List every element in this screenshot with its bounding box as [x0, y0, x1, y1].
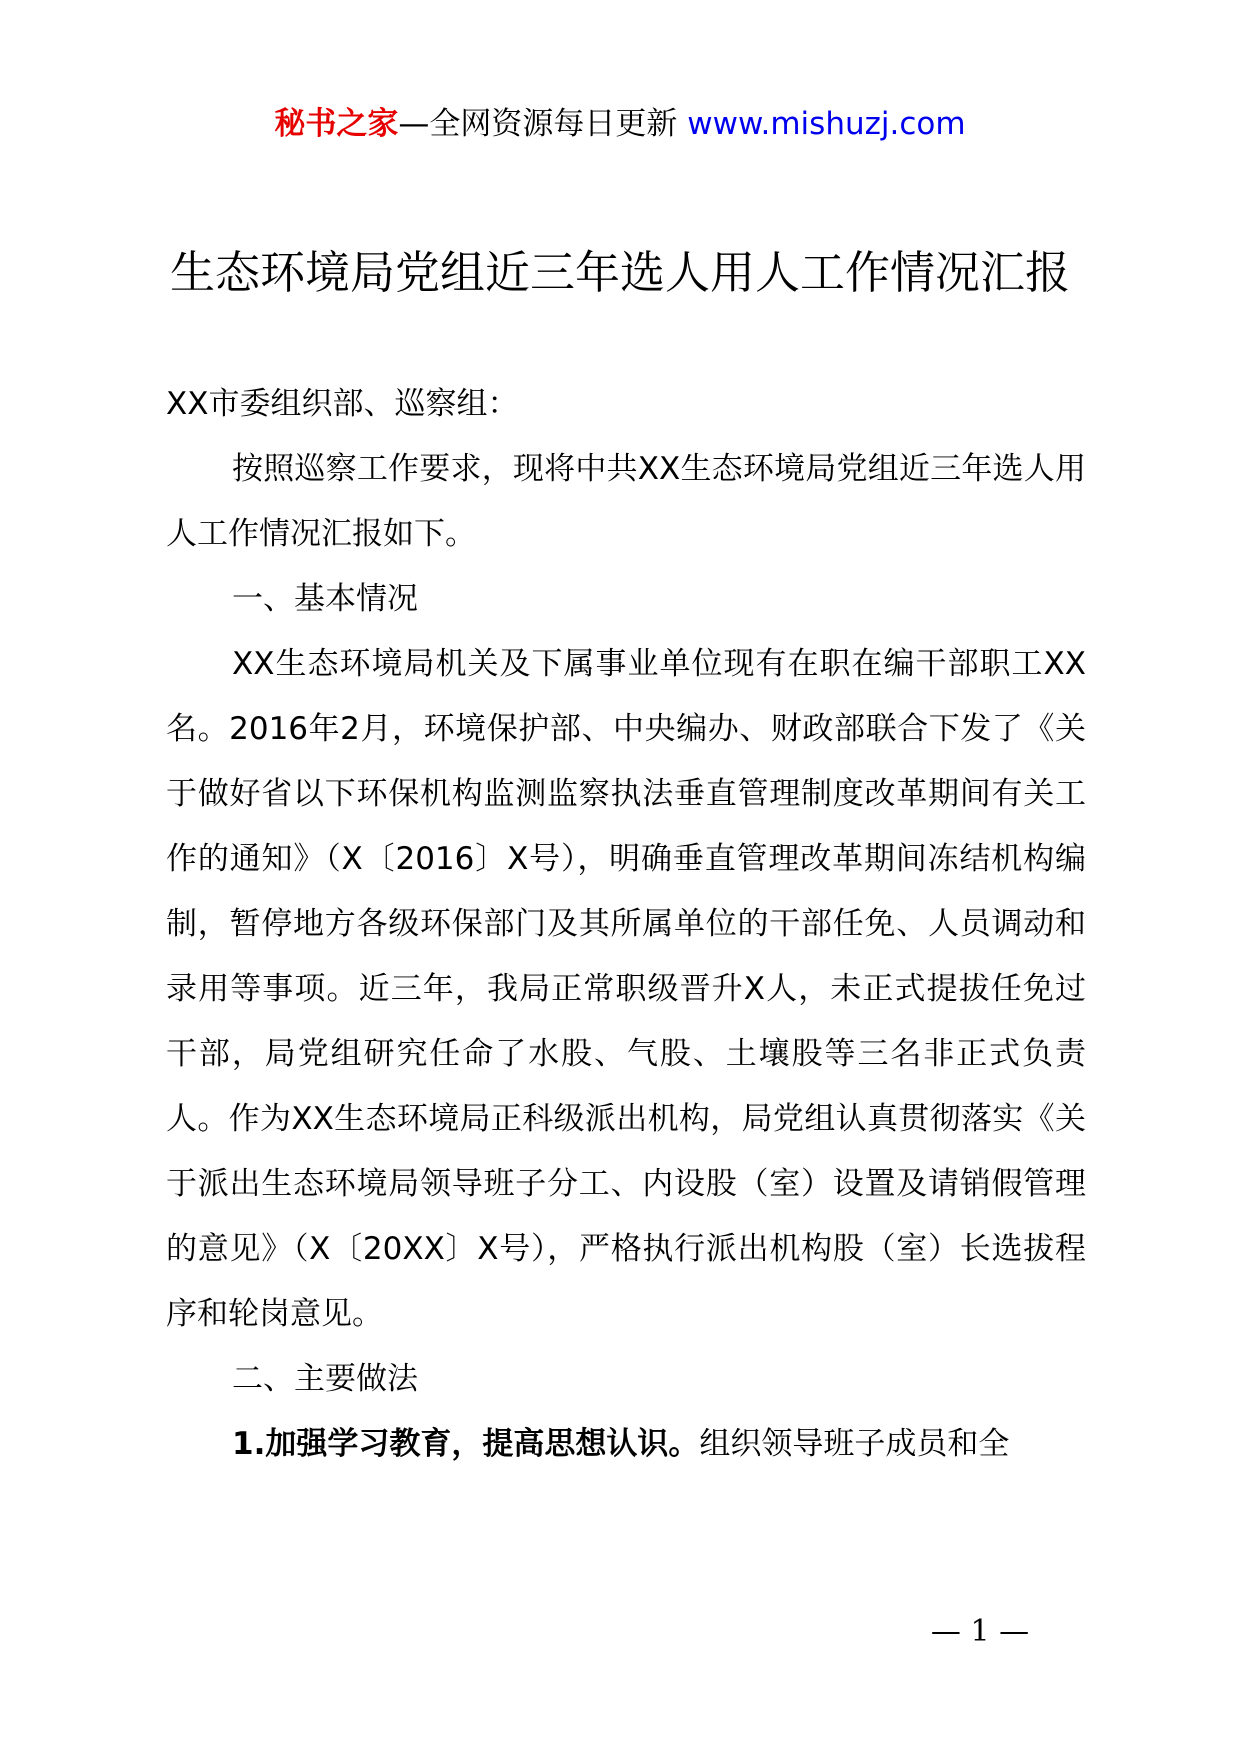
practice-item-1	[166, 1412, 1086, 1477]
section-body-basic-situation: XX生态环境局机关及下属事业单位现有在职在编干部职工XX名。2016年2月，环境保护部、中央编办、财政部联合下发了《关于做好省以下环保机构监测监察执法垂直管理制度改革期间有关工作的通知》（X〔2016〕X号），明确垂直管理改革期间冻结机构编制，暂停地方各级环保部门及其所属单位的干部任免、人员调动和录用等事项。近三年，我局正常职级晋升X人，未正式提拔任免过干部，局党组研究任命了水股、气股、土壤股等三名非正式负责人。作为XX生态环境局正科级派出机构，局党组认真贯彻落实《关于派出生态环境局领导班子分工、内设股（室）设置及请销假管理的意见》（X〔20XX〕X号），严格执行派出机构股（室）长选拔程序和轮岗意见。	[166, 646, 1086, 1332]
practice-item-1-text: 组织领导班子成员和全	[699, 1426, 1010, 1462]
section-heading-main-practices: 二、主要做法	[232, 1361, 418, 1397]
document-body	[166, 372, 1086, 1477]
document-title: 生态环境局党组近三年选人用人工作情况汇报	[169, 246, 1070, 299]
salutation: XX市委组织部、巡察组：	[166, 386, 519, 422]
banner-url-link[interactable]: www.mishuzj.com	[687, 106, 966, 142]
brand-name: 秘书之家	[274, 106, 399, 142]
banner-slogan: —全网资源每日更新	[398, 106, 678, 142]
site-banner	[0, 100, 1240, 148]
practice-item-1-heading: 1.加强学习教育，提高思想认识。	[232, 1426, 700, 1462]
page-number: — 1 —	[930, 1614, 1030, 1649]
section-heading-basic-situation: 一、基本情况	[232, 581, 418, 617]
intro-paragraph: 按照巡察工作要求，现将中共XX生态环境局党组近三年选人用人工作情况汇报如下。	[166, 451, 1086, 552]
